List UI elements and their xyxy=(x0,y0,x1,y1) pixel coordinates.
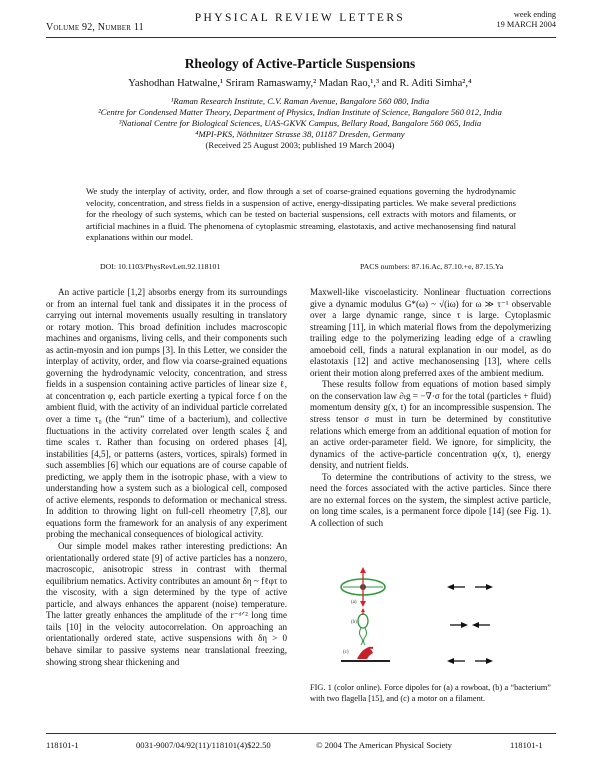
paragraph: These results follow from equations of motion based simply on the conservation law ∂ₜg = −∇·σ for the total (particles + fluid) momentum density g(x, t) for an incompressible suspension. The stress tensor σ must in turn be determined by constitutive relations which emerge from an additional equation of motion for an active order-parameter field. We ignore, for simplicity, the dynamics of the active-particle concentration φ(x, t), energy density, and nutrient fields. xyxy=(310,379,551,471)
paragraph: To determine the contributions of activity to the stress, we need the forces associated with the active particles. Since there are no external forces on the system, the simplest active particle, on long time scales, is a permanent force dipole [14] (see Fig. 1). A collection of such xyxy=(310,471,551,528)
body-column-right xyxy=(310,287,551,529)
pacs-numbers: PACS numbers: 87.16.Ac, 87.10.+e, 87.15.Ya xyxy=(360,262,504,271)
figure-1-caption: FIG. 1 (color online). Force dipoles for (a) a rowboat, (b) a “bacterium” with two flagella [15], and (c) a motor on a filament. xyxy=(310,683,551,703)
paper-title: Rheology of Active-Particle Suspensions xyxy=(184,56,416,71)
abstract: We study the interplay of activity, order, and flow through a set of coarse-grained equations governing the hydrodynamic velocity, concentration, and stress fields in a suspension of active, energy-dissipating particles. We make several predictions for the rheology of such systems, which can be tested on bacterial suspensions, cell extracts with motors and filaments, or artificial machines in a fluid. The phenomena of cytoplasmic streaming, elastotaxis, and active mechanosensing find natural explanations within our model. xyxy=(86,186,516,243)
header-date-block xyxy=(470,10,556,30)
paragraph: An active particle [1,2] absorbs energy from its surroundings or from an internal fuel tank and dissipates it in the process of carrying out internal movements usually resulting in translatory or rotary motion. This broad definition includes macroscopic machines and organisms, living cells, and their components such as actin-myosin and ion pumps [3]. In this Letter, we consider the interplay of activity, order, and flow via coarse-grained equations governing the hydrodynamic velocity, concentration, and stress fields in a suspension containing active particles of linear size ℓ, at concentration φ, each particle exerting a typical force f on the ambient fluid, with the activity of an individual particle correlated over a time τ₀ (the “run” time of a bacterium), and collective fluctuations in the activity correlated over length scales ξ and time scales τ. Rather than focusing on ordered phases [4], instabilities [4,5], or patterns (asters, vortices, spirals) formed in such assemblies [6] which our equations are of course capable of predicting, we apply them in the isotropic phase, with a view to understanding how a system such as a biological cell, composed of active elements, responds to deformation or mechanical stress. In addition to throwing light on full-cell rheometry [7,8], our equations form the framework for an analysis of any experiment probing the mechanical consequences of biological activity. xyxy=(46,287,287,540)
affiliation-3: ³National Centre for Biological Sciences, UAS-GKVK Campus, Bellary Road, Bangalore 560 065, India xyxy=(118,118,482,128)
figure-1 xyxy=(335,565,525,670)
force-dipole-arrows-b xyxy=(450,622,490,628)
body-column-left xyxy=(46,287,287,668)
author-list: Yashodhan Hatwalne,¹ Sriram Ramaswamy,² Madan Rao,¹,³ and R. Aditi Simha²,⁴ xyxy=(128,78,472,89)
header-volume: Volume 92, Number 11 xyxy=(46,22,144,33)
header-date: 19 MARCH 2004 xyxy=(496,20,556,29)
footer-copyright: © 2004 The American Physical Society xyxy=(316,740,452,750)
figure-label-a: (a) xyxy=(351,600,357,605)
footer-page-right: 118101-1 xyxy=(510,740,543,750)
affiliation-2: ²Centre for Condensed Matter Theory, Department of Physics, Indian Institute of Science, Bangalore 560 012, India xyxy=(98,107,502,117)
force-dipole-arrows-c xyxy=(447,658,493,664)
force-dipole-arrows-a xyxy=(447,584,493,590)
affiliation-4: ⁴MPI-PKS, Nöthnitzer Strasse 38, 01187 Dresden, Germany xyxy=(195,129,405,139)
header-week-label: week ending xyxy=(513,10,556,19)
affiliation-1: ¹Raman Research Institute, C.V. Raman Avenue, Bangalore 560 080, India xyxy=(170,96,430,106)
rowboat-icon xyxy=(341,567,385,607)
header-rule xyxy=(46,37,556,38)
header-journal: PHYSICAL REVIEW LETTERS xyxy=(194,12,406,24)
footer-page-left: 118101-1 xyxy=(46,740,79,750)
footer-rule xyxy=(46,733,556,734)
paragraph: Maxwell-like viscoelasticity. Nonlinear fluctuation corrections give a dynamic modulus G*(ω) ~ √(iω) for ω ≫ τ⁻¹ observable over a large dynamic range, since τ is large. Cytoplasmic streaming [11], in which material flows from the depolymerizing trailing edge to the polymerizing leading edge of a crawling amoeboid cell, finds a natural explanation in our model, as do elastotaxis [12] and active mechanosensing [13], where cells orient their motion along preferred axes of the ambient medium. xyxy=(310,287,551,378)
doi-link[interactable]: DOI: 10.1103/PhysRevLett.92.118101 xyxy=(100,262,221,271)
received-dates: (Received 25 August 2003; published 19 March 2004) xyxy=(205,140,395,150)
bacterium-icon xyxy=(351,608,368,645)
paragraph: Our simple model makes rather interesting predictions: An orientationally ordered state [9] of active particles has a nonzero, macroscopic, anisotropic stress in contrast with thermal equilibrium nematics. Activity contributes an amount δη ~ fℓφτ to the viscosity, with a sign determined by the type of active particle, and always enhances the apparent (noise) temperature. The latter greatly enhances the amplitude of the r⁻ᵈᐟ² long time tails [10] in the velocity autocorrelation. On approaching an orientationally ordered state, active suspensions with δη > 0 behave similar to passive systems near translational freezing, showing strong shear thickening and xyxy=(46,541,287,667)
figure-label-c: (c) xyxy=(343,650,349,655)
motor-on-filament-icon xyxy=(341,648,390,661)
figure-label-b: (b) xyxy=(351,620,357,625)
footer-ids: 0031-9007/04/92(11)/118101(4)$22.50 xyxy=(136,740,271,750)
